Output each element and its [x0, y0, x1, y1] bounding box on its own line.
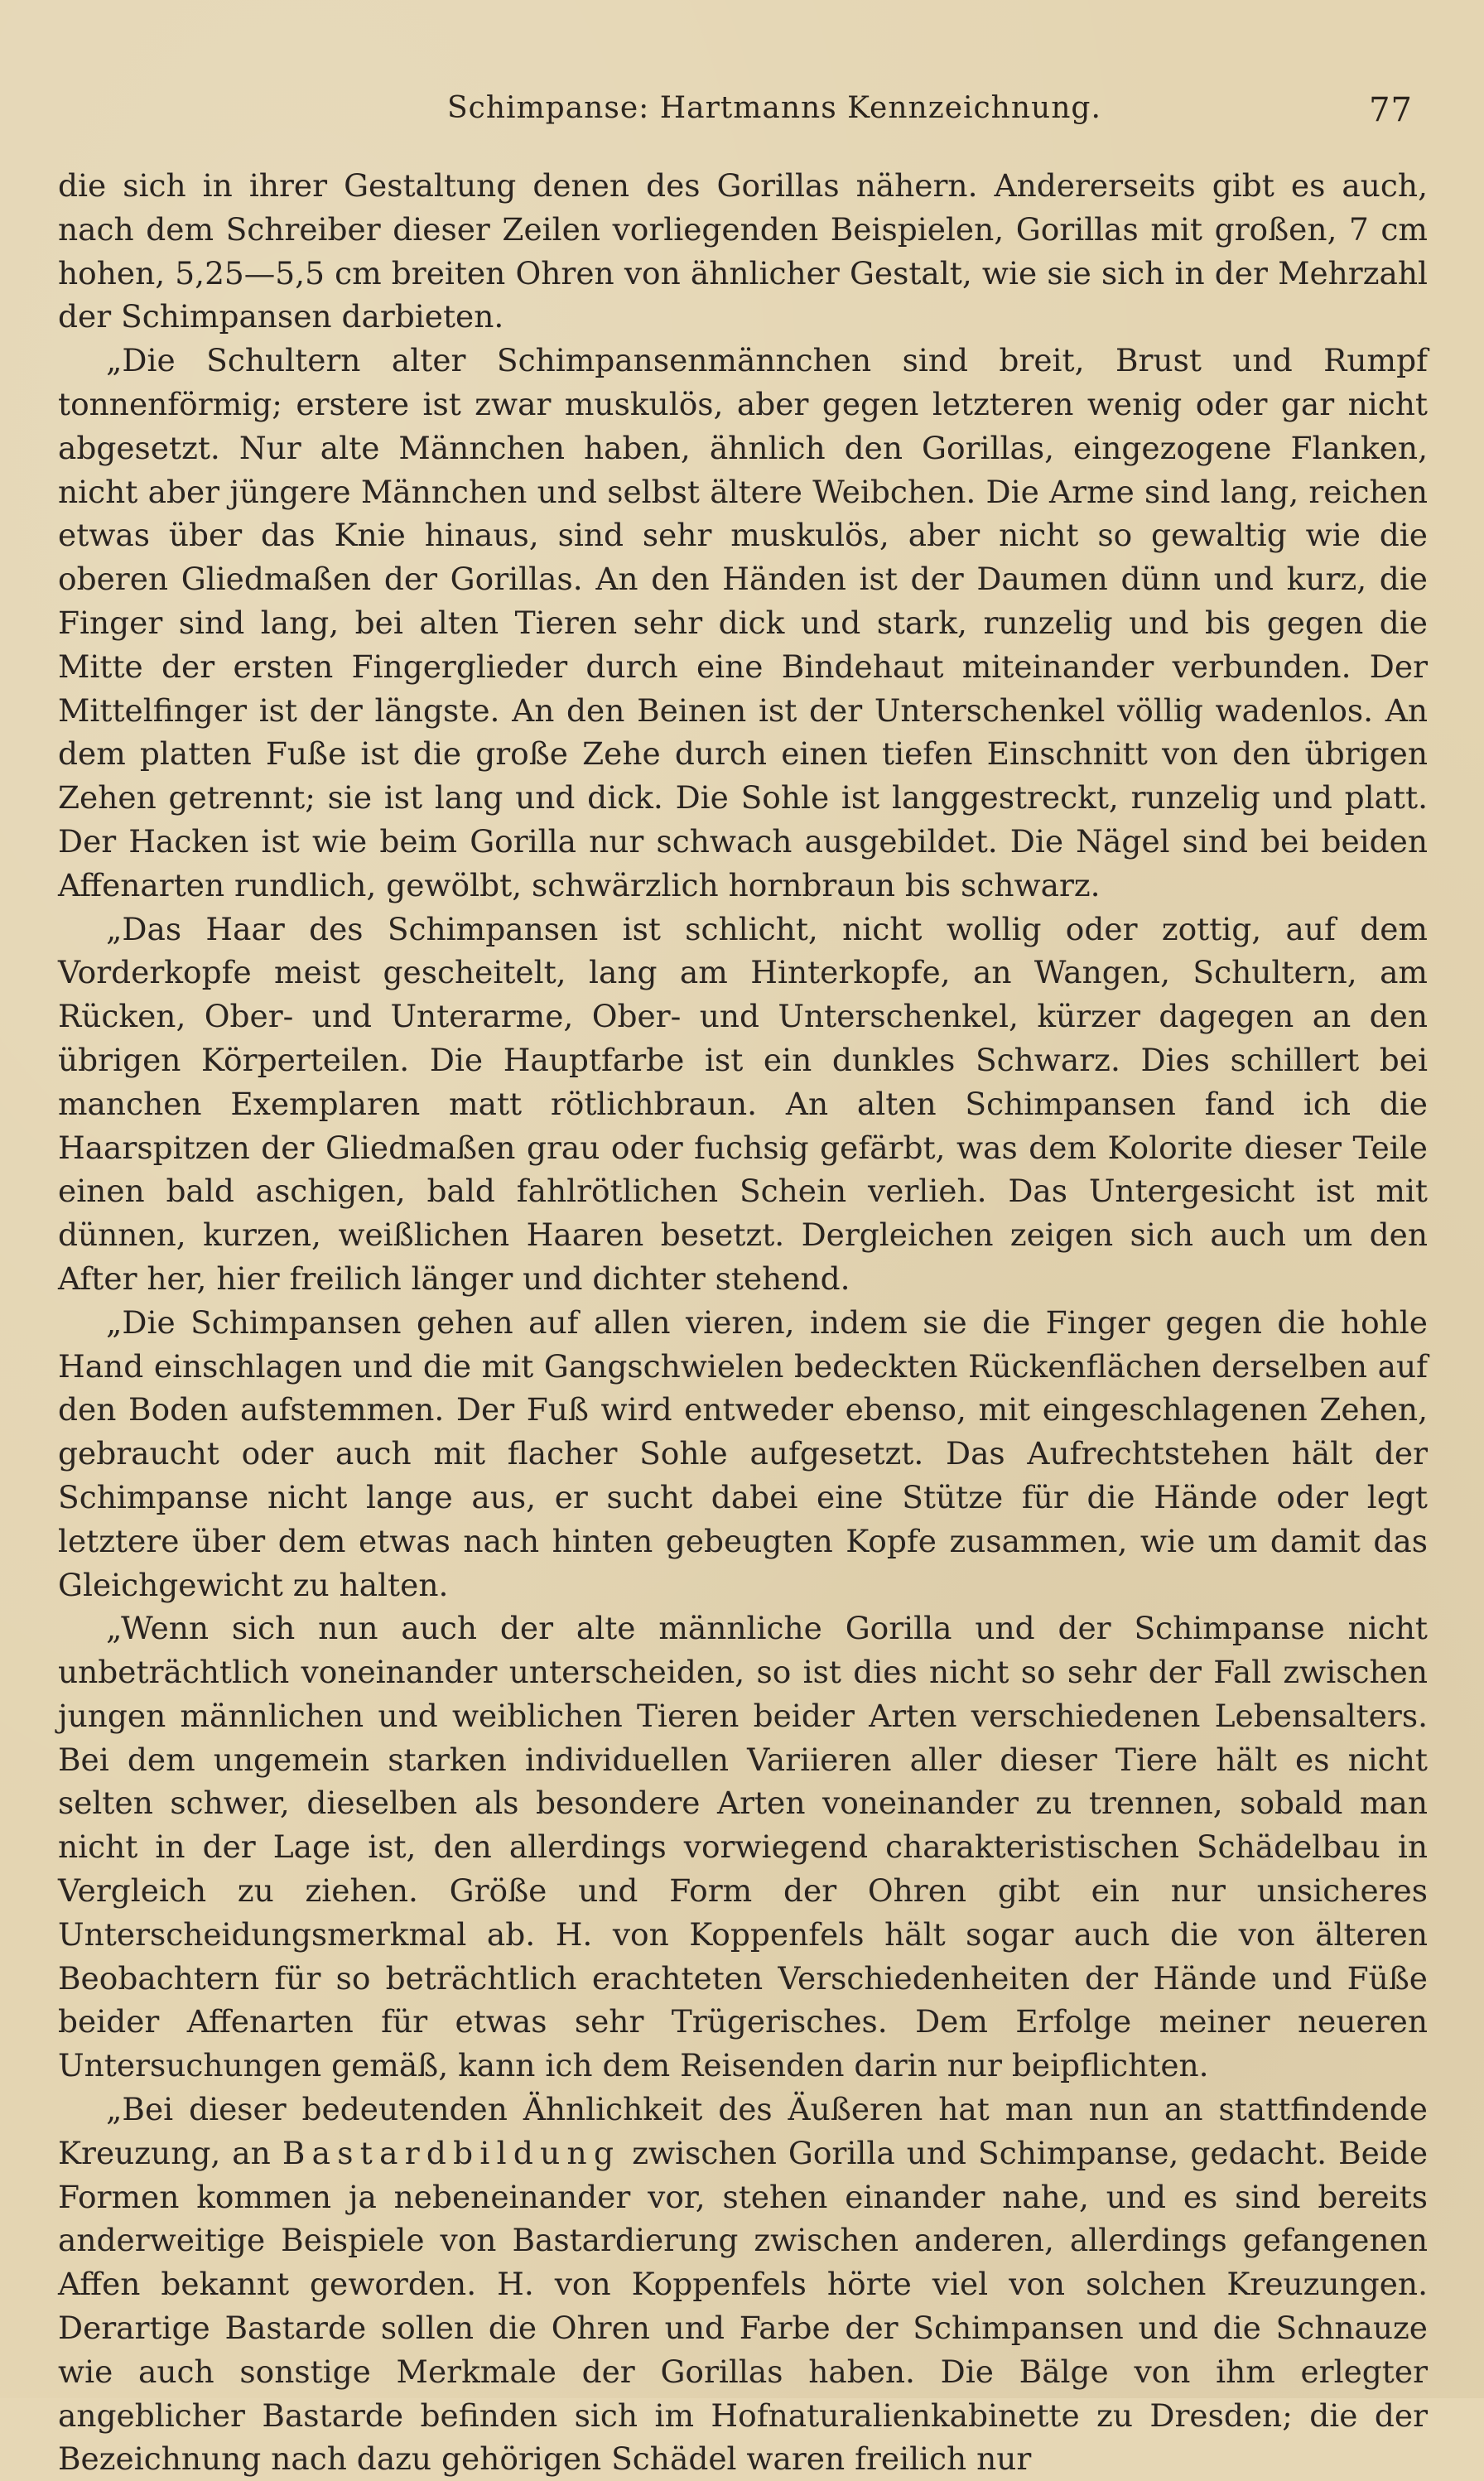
- running-title: Schimpanse: Hartmanns Kennzeichnung.: [447, 91, 1101, 125]
- spaced-term: Bastardbildung: [282, 2134, 621, 2171]
- hybrids-text-after: zwischen Gorilla und Schimpanse, gedacht. Beide Formen kommen ja nebeneinander vor, stehen einander nahe, und es sind bereits anderweitige Beispiele von Bastardierung zwischen anderen, allerdings gefangenen Affen bekannt geworden. H. von Koppenfels hörte viel von solchen Kreuzungen. Derartige Bastarde sollen die Ohren und Farbe der Schimpansen und die Schnauze wie auch sonstige Merkmale der Gorillas haben. Die Bälge von ihm erlegter angeblicher Bastarde befinden sich im Hofnaturalienkabinette zu Dresden; die der Bezeichnung nach dazu gehörigen Schädel waren freilich nur: [58, 2134, 1429, 2478]
- paragraph-distinction: „Wenn sich nun auch der alte männliche Gorilla und der Schimpanse nicht unbeträchtlich voneinander unterscheiden, so ist dies nicht so sehr der Fall zwischen jungen männlichen und weiblichen Tieren beider Arten verschiedenen Lebensalters. Bei dem ungemein starken individuellen Variieren aller dieser Tiere hält es nicht selten schwer, dieselben als besondere Arten voneinander zu trennen, sobald man nicht in der Lage ist, den allerdings vorwiegend charakteristischen Schädelbau in Vergleich zu ziehen. Größe und Form der Ohren gibt ein nur unsicheres Unterscheidungsmerkmal ab. H. von Koppenfels hält sogar auch die von älteren Beobachtern für so beträchtlich erachteten Verschiedenheiten der Hände und Füße beider Affenarten für etwas sehr Trügerisches. Dem Erfolge meiner neueren Untersuchungen gemäß, kann ich dem Reisenden darin nur beipflichten.: [58, 1610, 1428, 2084]
- paragraph-shoulders-limbs: „Die Schultern alter Schimpansenmännchen sind breit, Brust und Rumpf tonnenförmig; erstere ist zwar muskulös, aber gegen letzteren wenig oder gar nicht abgesetzt. Nur alte Männchen haben, ähnlich den Gorillas, eingezogene Flanken, nicht aber jüngere Männchen und selbst ältere Weibchen. Die Arme sind lang, reichen etwas über das Knie hinaus, sind sehr muskulös, aber nicht so gewaltig wie die oberen Gliedmaßen der Gorillas. An den Händen ist der Daumen dünn und kurz, die Finger sind lang, bei alten Tieren sehr dick und stark, runzelig und bis gegen die Mitte der ersten Fingerglieder durch eine Bindehaut miteinander verbunden. Der Mittelfinger ist der längste. An den Beinen ist der Unterschenkel völlig wadenlos. An dem platten Fuße ist die große Zehe durch einen tiefen Einschnitt von den übrigen Zehen getrennt; sie ist lang und dick. Die Sohle ist langgestreckt, runzelig und platt. Der Hacken ist wie beim Gorilla nur schwach ausgebildet. Die Nägel sind bei beiden Affenarten rundlich, gewölbt, schwärzlich hornbraun bis schwarz.: [58, 342, 1428, 903]
- paragraph-hair: „Das Haar des Schimpansen ist schlicht, nicht wollig oder zottig, auf dem Vorderkopfe meist gescheitelt, lang am Hinterkopfe, an Wangen, Schultern, am Rücken, Ober- und Unterarme, Ober- und Unterschenkel, kürzer dagegen an den übrigen Körperteilen. Die Hauptfarbe ist ein dunkles Schwarz. Dies schillert bei manchen Exemplaren matt rötlichbraun. An alten Schimpansen fand ich die Haarspitzen der Gliedmaßen grau oder fuchsig gefärbt, was dem Kolorite dieser Teile einen bald aschigen, bald fahlrötlichen Schein verlieh. Das Untergesicht ist mit dünnen, kurzen, weißlichen Haaren besetzt. Dergleichen zeigen sich auch um den After her, hier freilich länger und dichter stehend.: [58, 910, 1428, 1297]
- paragraph-locomotion: „Die Schimpansen gehen auf allen vieren, indem sie die Finger gegen die hohle Hand einschlagen und die mit Gangschwielen bedeckten Rückenflächen derselben auf den Boden aufstemmen. Der Fuß wird entweder ebenso, mit eingeschlagenen Zehen, gebraucht oder auch mit flacher Sohle aufgesetzt. Das Aufrechtstehen hält der Schimpanse nicht lange aus, er sucht dabei eine Stütze für die Hände oder legt letztere über dem etwas nach hinten gebeugten Kopfe zusammen, wie um damit das Gleichgewicht zu halten.: [58, 1303, 1428, 1603]
- hybrids-text-before: „Bei dieser bedeutenden Ähnlichkeit des Äußeren hat man nun an stattfindende Kreuzung, an: [58, 2091, 1428, 2171]
- running-head: [58, 91, 1428, 139]
- body-text: [58, 164, 1428, 2481]
- paragraph-continuation: die sich in ihrer Gestaltung denen des Gorillas nähern. Andererseits gibt es auch, nach dem Schreiber dieser Zeilen vorliegenden Beispielen, Gorillas mit großen, 7 cm hohen, 5,25—5,5 cm breiten Ohren von ähnlicher Gestalt, wie sie sich in der Mehrzahl der Schimpansen darbieten.: [58, 167, 1428, 335]
- page-number: 77: [1369, 91, 1413, 129]
- paragraph-hybrids: [58, 2088, 1428, 2481]
